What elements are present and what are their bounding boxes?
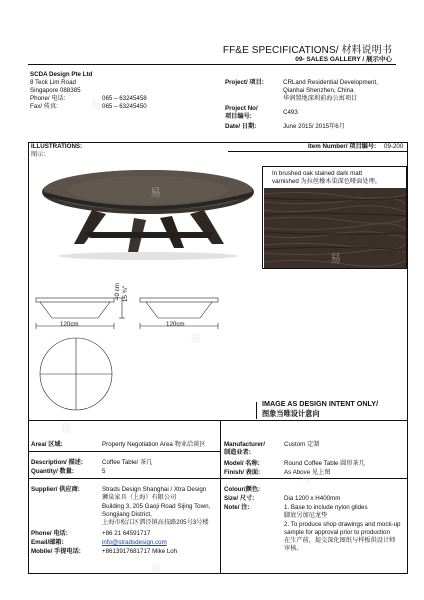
finish-label: Finish/ 表面: <box>224 469 261 476</box>
watermark-mark: 易 <box>330 253 341 265</box>
company-fax: 065 – 63245450 <box>102 103 147 110</box>
area-rule <box>28 451 220 452</box>
item-number: 09-200 <box>384 143 404 150</box>
watermark-mark: 易 <box>150 187 161 199</box>
manufacturer-label-2: 制造业者: <box>224 449 251 456</box>
project-no-label-2: 项目编号: <box>225 113 252 120</box>
supplier-line-2: 狮泉家具（上海）有限公司 <box>102 494 177 501</box>
supplier-line-5: 上海市松江区泗泾镇高技路205号3号楼 <box>102 519 209 526</box>
finish-note-1: In brushed oak stained dark matt <box>272 170 363 177</box>
item-number-label: Item Number/ 项目编号: <box>308 143 377 150</box>
company-name: SCDA Design Pte Ltd <box>30 71 93 78</box>
dim-height-inches: 15 ¾" <box>122 286 129 302</box>
description-label: Description/ 描述: <box>31 459 83 466</box>
supplier-label: Supplier/ 供应商: <box>31 486 80 493</box>
supplier-email-link[interactable]: info@stradsdesign.com <box>102 539 167 546</box>
intent-line-2: 图象当唯设计意向 <box>262 409 320 418</box>
finish-note-2: varnished 为拉丝橡木染深色哑面处理。 <box>272 178 381 185</box>
project-line-3: 华润置地深圳前海公寓项目 <box>283 95 358 102</box>
dim-height: 40 cm <box>114 283 121 300</box>
supplier-line-3: Building 3, 205 Gaoji Road Sijing Town, <box>102 503 211 510</box>
watermark-mark: 易 <box>150 563 161 575</box>
quantity-value: 5 <box>102 468 106 475</box>
supplier-email-label: Email/邮箱: <box>31 539 64 546</box>
note-line-3: 2. To produce shop drawings and mock-up <box>284 521 401 528</box>
project-line-1: CRLand Residential Development, <box>283 79 378 86</box>
colour-label: Colour/颜色: <box>224 486 261 493</box>
supplier-mobile: +8613917681717 Mike Loh <box>102 548 178 555</box>
description-value: Coffee Table/ 茶几 <box>102 459 153 466</box>
spec-title: FF&E SPECIFICATIONS/ 材料说明书 <box>222 45 392 56</box>
supplier-line-4: Songjiang District, <box>102 511 152 518</box>
coffee-table-photo <box>34 160 262 270</box>
model-label: Model/ 名称: <box>224 460 260 467</box>
quantity-label: Quantity/ 数量: <box>31 468 74 475</box>
note-line-5: 在生产前，提交深化图纸与样板供设计师 <box>284 537 396 544</box>
company-fax-label: Fax/ 传真: <box>30 103 58 110</box>
header-divider <box>28 64 396 65</box>
manufacturer-label-1: Manufacturer/ <box>224 441 265 448</box>
watermark-mark: 易 <box>90 99 101 111</box>
illustrations-label-cn: 图示: <box>31 151 46 158</box>
project-no-value: C493 <box>283 109 298 116</box>
note-line-4: sample for approval prior to production <box>284 529 390 536</box>
illustrations-label: ILLUSTRATIONS: <box>31 143 83 150</box>
supplier-phone-label: Phone/ 电话: <box>31 530 68 537</box>
company-phone-label: Phone/ 电话: <box>30 95 66 102</box>
date-label: Date/ 日期: <box>225 123 257 130</box>
details-column-divider <box>220 420 221 574</box>
dim-left: 120cm <box>60 321 79 328</box>
finish-value: As Above 见上图 <box>284 469 331 476</box>
project-label: Project/ 项目: <box>225 79 264 86</box>
company-address-2: Singapore 088385 <box>30 87 81 94</box>
spec-subtitle: 09- SALES GALLERY / 展示中心 <box>295 56 392 63</box>
finish-rule <box>220 478 408 479</box>
intent-box-left <box>256 402 257 419</box>
intent-line-1: IMAGE AS DESIGN INTENT ONLY/ <box>262 399 379 408</box>
company-phone: 065 – 63245458 <box>102 95 147 102</box>
technical-drawing <box>30 284 230 414</box>
supplier-line-1: Strads Design Shanghai / Xtra Design <box>102 486 207 493</box>
area-value: Property Negotiation Area 物业洽谈区 <box>102 441 206 448</box>
quantity-rule <box>28 478 220 479</box>
date-value: June 2015/ 2015年6月 <box>283 123 345 130</box>
area-label: Area/ 区域: <box>31 441 63 448</box>
project-line-2: Qianhai Shenzhen, China <box>283 87 354 94</box>
project-no-label-1: Project No/ <box>225 105 258 112</box>
note-label: Note/ 注: <box>224 504 250 511</box>
watermark-mark: 易 <box>60 423 71 435</box>
watermark-mark: 易 <box>190 333 201 345</box>
note-line-6: 审核。 <box>284 545 303 552</box>
supplier-mobile-label: Mobile/ 手提电话: <box>31 548 81 555</box>
manufacturer-value: Custom 定制 <box>284 441 320 448</box>
company-address-1: 8 Teck Lim Road <box>30 79 76 86</box>
note-line-2: 脚底另加尼龙垫 <box>284 512 328 519</box>
size-label: Size/ 尺寸: <box>224 495 255 502</box>
model-value: Round Coffee Table 圆形茶几 <box>284 460 365 467</box>
size-value: Dia 1200 x H400mm <box>284 495 341 502</box>
watermark-mark: 易 <box>300 473 311 485</box>
supplier-phone: +86 21 64591717 <box>102 530 151 537</box>
details-divider-top <box>28 420 408 421</box>
item-number-rule <box>228 151 408 152</box>
note-line-1: 1. Base to include nylon glides <box>284 504 368 511</box>
dim-right: 120cm <box>166 321 185 328</box>
